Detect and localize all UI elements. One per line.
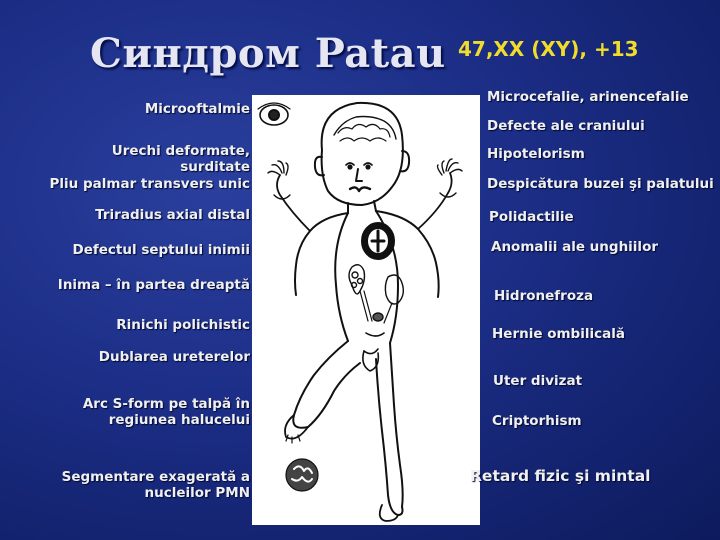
label-anomalii-unghii: Anomalii ale unghiilor [491, 239, 658, 255]
label-pliu-palmar: Pliu palmar transvers unic [49, 176, 250, 192]
label-arc-s-form: Arc S-form pe talpă în regiunea halucelui [82, 396, 250, 428]
label-hernie-ombilicala: Hernie ombilicală [492, 326, 625, 342]
karyotype-label: 47,XX (XY), +13 [458, 37, 639, 61]
label-triradius: Triradius axial distal [95, 207, 250, 223]
label-microoftalmie: Microoftalmie [144, 101, 250, 117]
label-inima-dreapta: Inima – în partea dreaptă [57, 277, 250, 293]
label-dublarea-ureterelor: Dublarea ureterelor [98, 349, 250, 365]
label-hipotelorism: Hipotelorism [487, 146, 585, 162]
label-defecte-craniu: Defecte ale craniului [487, 118, 645, 134]
label-rinichi-polichistic: Rinichi polichistic [116, 317, 250, 333]
label-retard: Retard fizic şi mintal [470, 467, 651, 485]
label-despicatura-buzei: Despicătura buzei şi palatului [487, 176, 714, 192]
label-segmentare-pmn: Segmentare exagerată a nucleilor PMN [61, 469, 250, 501]
pmn-cell-icon [286, 459, 318, 491]
label-uter-divizat: Uter divizat [493, 373, 583, 389]
label-urechi-deformate: Urechi deformate, surditate [111, 143, 250, 175]
slide-title: Синдром Patau [90, 30, 446, 77]
label-polidactilie: Polidactilie [489, 209, 574, 225]
child-illustration [252, 95, 480, 525]
label-microcefalie: Microcefalie, arinencefalie [487, 89, 689, 105]
label-hidronefroza: Hidronefroza [494, 288, 594, 304]
eye-icon [258, 103, 290, 125]
heart-icon [362, 223, 394, 259]
label-criptorhism: Criptorhism [492, 413, 582, 429]
label-defect-sept: Defectul septului inimii [72, 242, 250, 258]
